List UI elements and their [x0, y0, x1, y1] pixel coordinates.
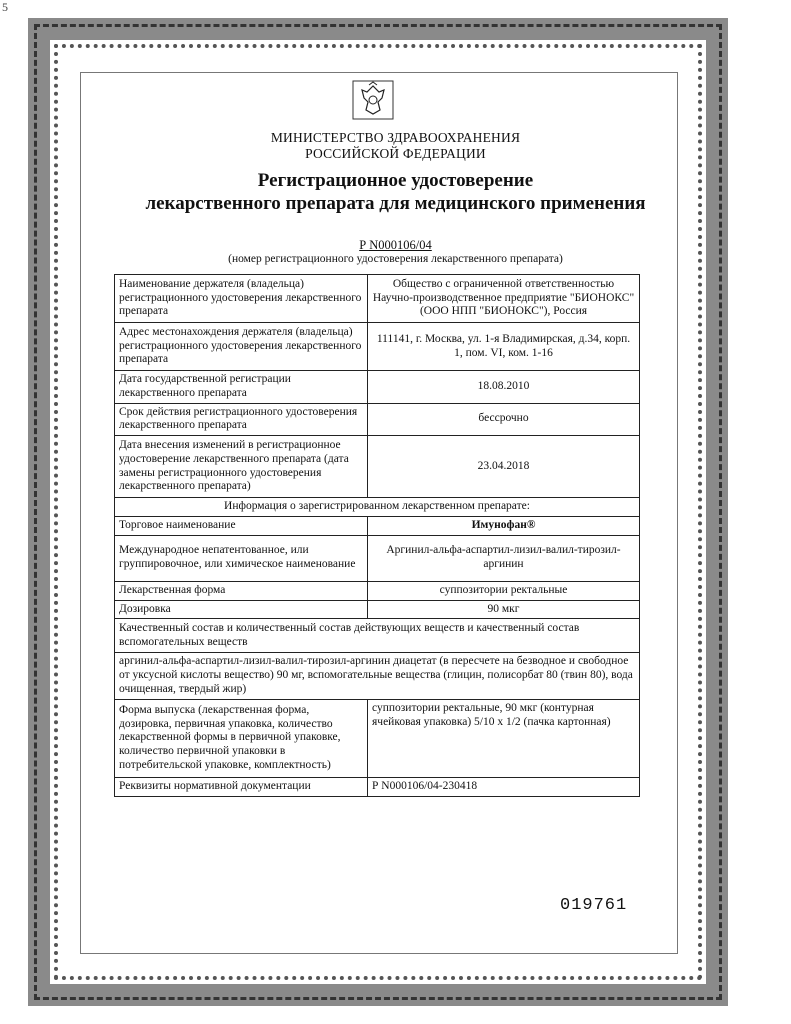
dosage-label: Дозировка: [115, 600, 368, 619]
registration-date-label: Дата государственной регистрации лекарственного препарата: [115, 371, 368, 404]
inn-value: Аргинил-альфа-аспартил-лизил-валил-тирозил-аргинин: [368, 535, 640, 581]
address-label: Адрес местонахождения держателя (владельца) регистрационного удостоверения лекарственного препарата: [115, 323, 368, 371]
holder-value: Общество с ограниченной ответственностью Научно-производственное предприятие "БИОНОКС" (ООО НПП "БИОНОКС"), Россия: [368, 275, 640, 323]
serial-number: 019761: [560, 896, 628, 915]
table-row: [115, 600, 640, 619]
document-title-line1: Регистрационное удостоверение: [257, 170, 534, 191]
holder-label: Наименование держателя (владельца) регистрационного удостоверения лекарственного препарата: [115, 275, 368, 323]
change-date-label: Дата внесения изменений в регистрационное удостоверение лекарственного препарата (дата замены регистрационного удостоверения лекарственного препарата): [115, 436, 368, 498]
table-row: [115, 371, 640, 404]
composition-text: аргинил-альфа-аспартил-лизил-валил-тирозил-аргинин диацетат (в пересчете на безводное и свободное от уксусной кислоты вещество) 90 мг, вспомогательные вещества (глицин, полисорбат 80 (твин 80), вода очищенная, твердый жир): [115, 653, 640, 699]
page-marker: 5: [2, 0, 8, 14]
validity-value: бессрочно: [368, 403, 640, 436]
table-row: [115, 323, 640, 371]
normative-value: Р N000106/04-230418: [368, 777, 640, 796]
ministry-name-line2: РОССИЙСКОЙ ФЕДЕРАЦИИ: [305, 146, 486, 161]
change-date-value: 23.04.2018: [368, 436, 640, 498]
table-row: [115, 619, 640, 653]
registration-date-value: 18.08.2010: [368, 371, 640, 404]
address-value: 111141, г. Москва, ул. 1-я Владимирская, д.34, корп. 1, пом. VI, ком. 1-16: [368, 323, 640, 371]
trade-name-value: Имунофан®: [368, 516, 640, 535]
coat-of-arms-icon: [352, 80, 394, 120]
ministry-name-line1: МИНИСТЕРСТВО ЗДРАВООХРАНЕНИЯ: [270, 130, 521, 145]
dosage-form-value: суппозитории ректальные: [368, 581, 640, 600]
table-row: [115, 275, 640, 323]
validity-label: Срок действия регистрационного удостоверения лекарственного препарата: [115, 403, 368, 436]
table-row: [115, 653, 640, 699]
table-row: [115, 777, 640, 796]
info-header: Информация о зарегистрированном лекарственном препарате:: [115, 498, 640, 517]
dosage-value: 90 мкг: [368, 600, 640, 619]
table-row: [115, 535, 640, 581]
table-row: [115, 581, 640, 600]
table-row: [115, 403, 640, 436]
table-row: [115, 516, 640, 535]
inn-label: Международное непатентованное, или группировочное, или химическое наименование: [115, 535, 368, 581]
normative-label: Реквизиты нормативной документации: [115, 777, 368, 796]
document-title-line2: лекарственного препарата для медицинского применения: [145, 193, 646, 214]
table-row: [115, 436, 640, 498]
table-row: [115, 498, 640, 517]
registration-number-caption: (номер регистрационного удостоверения лекарственного препарата): [228, 253, 563, 265]
composition-header: Качественный состав и количественный состав действующих веществ и качественный состав вспомогательных веществ: [115, 619, 640, 653]
registration-number-text: Р N000106/04: [359, 238, 432, 252]
certificate-table: [114, 274, 640, 797]
trade-name-label: Торговое наименование: [115, 516, 368, 535]
registration-number: [0, 238, 791, 253]
release-form-label: Форма выпуска (лекарственная форма, дозировка, первичная упаковка, количество лекарственной формы в первичной упаковке, количество первичной упаковки в потребительской упаковке, комплектность): [115, 699, 368, 777]
table-row: [115, 699, 640, 777]
dosage-form-label: Лекарственная форма: [115, 581, 368, 600]
release-form-value: суппозитории ректальные, 90 мкг (контурная ячейковая упаковка) 5/10 х 1/2 (пачка картонная): [368, 699, 640, 777]
